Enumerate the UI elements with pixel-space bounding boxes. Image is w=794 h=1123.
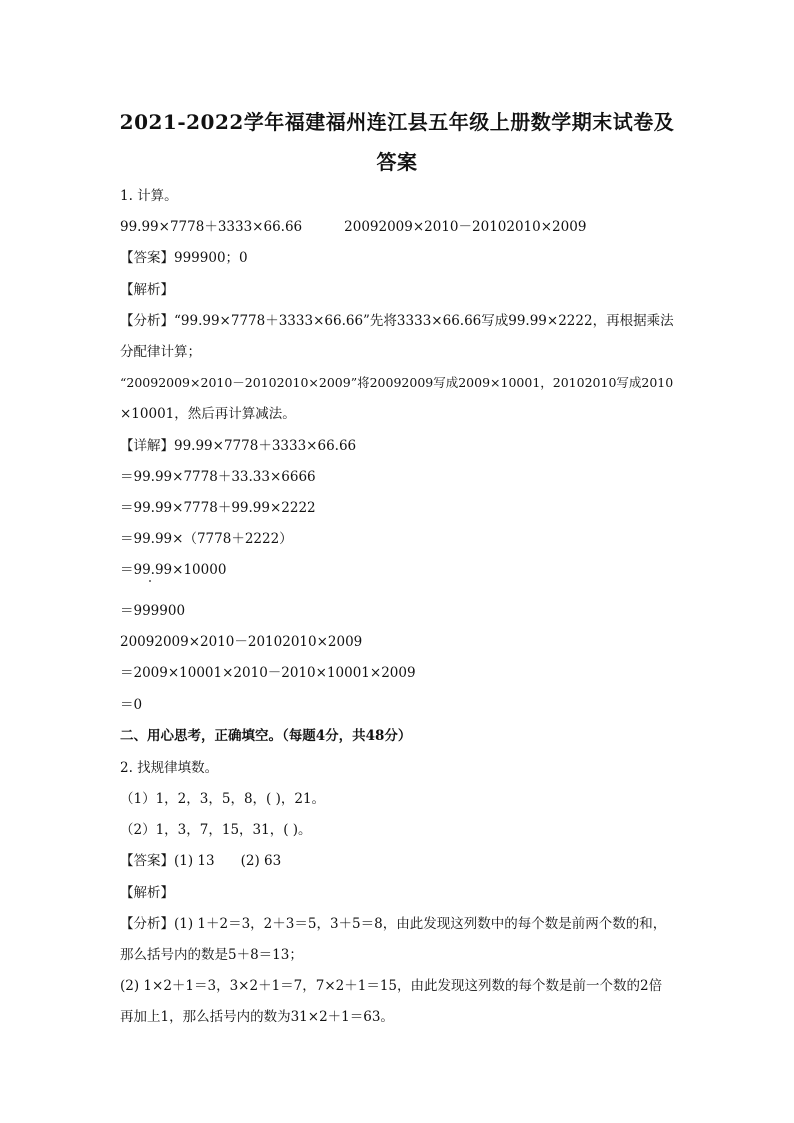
expression-b: 20092009×2010－20102010×2009 [344, 219, 587, 235]
question-1-detail-line-6: ＝999900 [120, 603, 186, 619]
question-1-detail-line-9: ＝0 [120, 697, 143, 713]
question-1-detail-line-4: ＝99.99×（7778＋2222） [120, 531, 293, 547]
section-2-heading: 二、用心思考，正确填空。（每题4分，共48分） [120, 728, 412, 744]
question-2-item-1: （1）1，2，3，5，8，( )，21。 [120, 791, 326, 807]
question-1-analysis-label: 【解析】 [120, 282, 174, 298]
question-1-detail-line-7: 20092009×2010－20102010×2009 [120, 634, 363, 650]
question-1-analysis-line-4: ×10001，然后再计算减法。 [120, 406, 296, 422]
question-1-detail-line-1: 【详解】99.99×7778＋3333×66.66 [120, 438, 357, 454]
question-1-detail-line-8: ＝2009×10001×2010－2010×10001×2009 [120, 665, 416, 681]
question-1-heading: 1. 计算。 [120, 188, 178, 204]
stray-dot [149, 580, 151, 582]
question-2-analysis-line-4: 再加上1，那么括号内的数为31×2＋1＝63。 [120, 1009, 394, 1025]
question-1-analysis-line-2: 分配律计算； [120, 344, 201, 360]
question-1-detail-line-3: ＝99.99×7778＋99.99×2222 [120, 500, 316, 516]
question-2-analysis-line-3: (2) 1×2＋1＝3，3×2＋1＝7，7×2＋1＝15，由此发现这列数的每个数是前一个数的2倍 [120, 978, 663, 994]
question-2-heading: 2. 找规律填数。 [120, 760, 219, 776]
answer-part-1: 【答案】(1) 13 [120, 853, 215, 869]
question-2-analysis-line-1: 【分析】(1) 1＋2＝3，2＋3＝5，3＋5＝8，由此发现这列数中的每个数是前两个数的和， [120, 916, 667, 932]
expression-a: 99.99×7778＋3333×66.66 [120, 219, 303, 235]
question-2-analysis-line-2: 那么括号内的数是5＋8＝13； [120, 947, 303, 963]
question-1-analysis-line-3: “20092009×2010－20102010×2009”将20092009写成2009×10001，20102010写成2010 [120, 375, 674, 390]
question-1-answer: 【答案】999900；0 [120, 250, 248, 266]
question-2-analysis-label: 【解析】 [120, 885, 174, 901]
question-1-detail-line-5: ＝99.99×10000 [120, 562, 227, 578]
document-title-line-2: 答案 [376, 150, 418, 174]
answer-part-2: (2) 63 [240, 853, 282, 869]
question-2-item-2: （2）1，3，7，15，31，( )。 [120, 822, 312, 838]
question-2-answer [120, 852, 281, 870]
question-1-expressions [120, 218, 586, 236]
question-1-analysis-line-1: 【分析】“99.99×7778＋3333×66.66”先将3333×66.66写成99.99×2222，再根据乘法 [120, 313, 674, 329]
document-title-line-1: 2021-2022学年福建福州连江县五年级上册数学期末试卷及 [119, 110, 675, 134]
question-1-detail-line-2: ＝99.99×7778＋33.33×6666 [120, 469, 316, 485]
